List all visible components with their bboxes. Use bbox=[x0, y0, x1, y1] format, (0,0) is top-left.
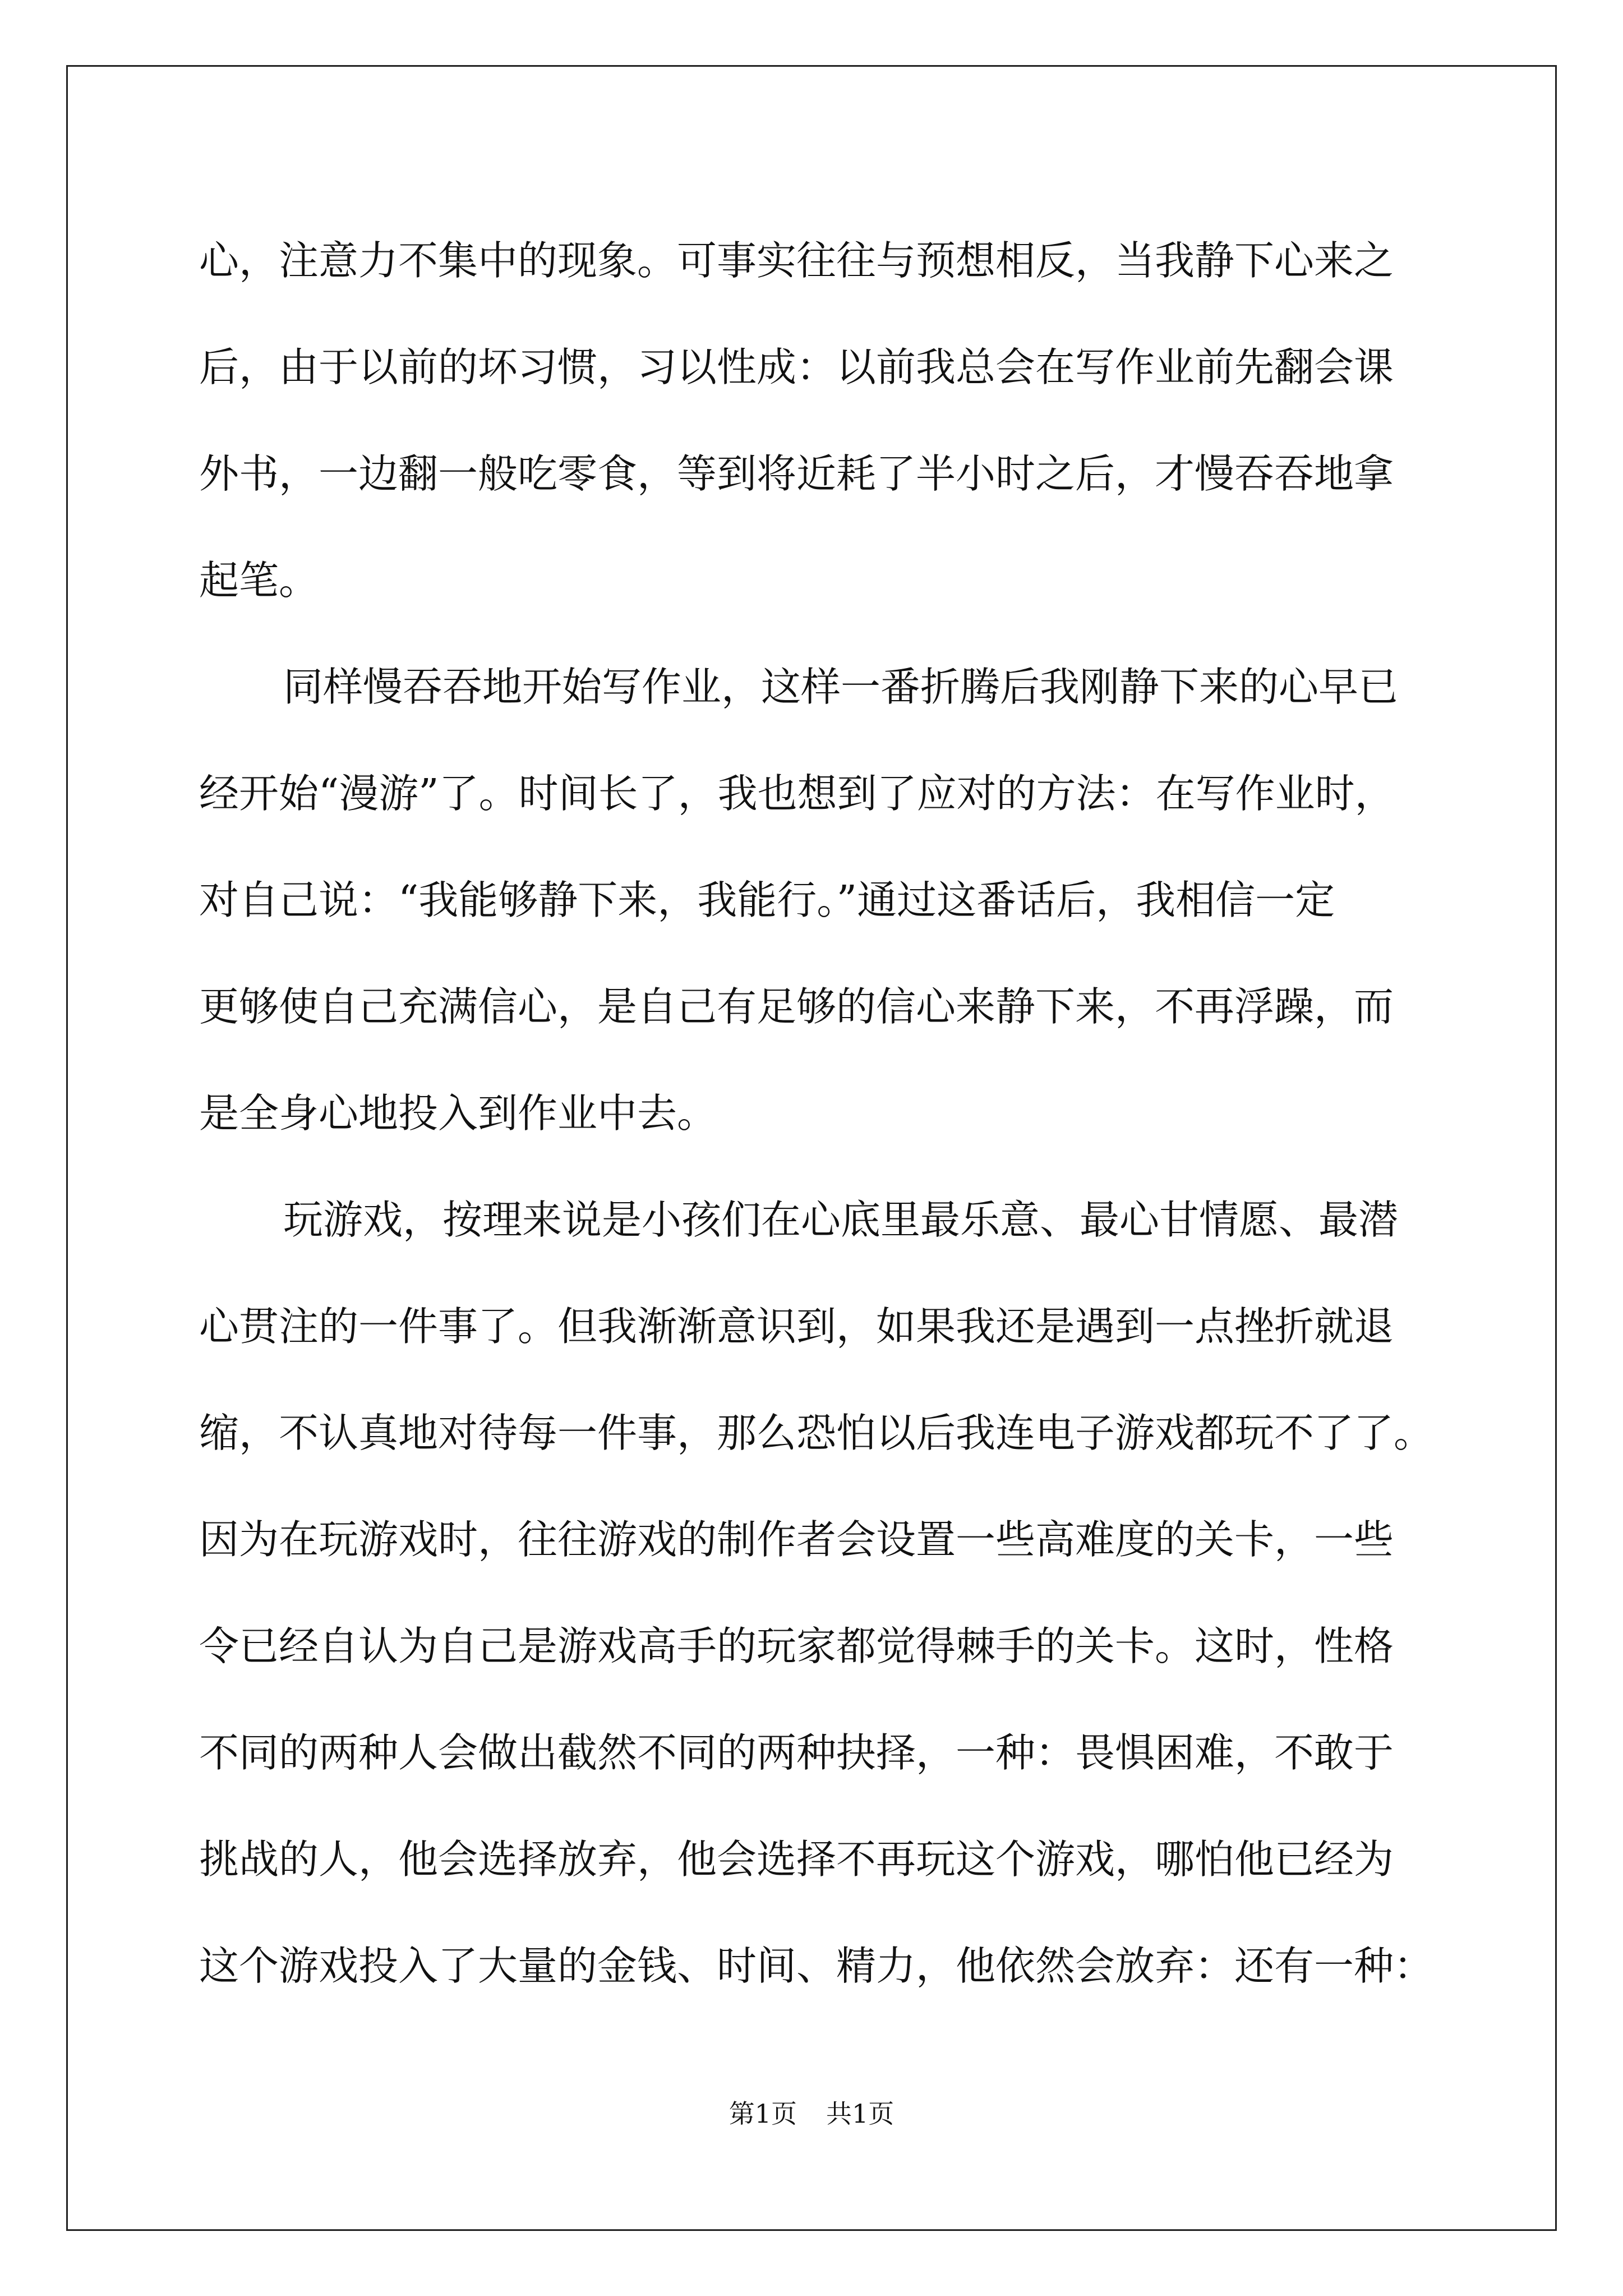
text-line: 对自己说：“我能够静下来，我能行。”通过这番话后，我相信一定 bbox=[199, 877, 1335, 923]
page-total: 共1页 bbox=[826, 2099, 895, 2129]
page-footer bbox=[0, 2097, 1623, 2131]
text-line: 挑战的人，他会选择放弃，他会选择不再玩这个游戏，哪怕他已经为 bbox=[199, 1836, 1394, 1883]
text-line: 心，注意力不集中的现象。可事实往往与预想相反，当我静下心来之 bbox=[199, 237, 1394, 284]
document-body bbox=[199, 208, 1433, 2019]
text-line: 不同的两种人会做出截然不同的两种抉择，一种：畏惧困难，不敢于 bbox=[199, 1729, 1394, 1776]
text-line: 外书，一边翻一般吃零食，等到将近耗了半小时之后，才慢吞吞地拿 bbox=[199, 450, 1394, 497]
text-line: 心贯注的一件事了。但我渐渐意识到，如果我还是遇到一点挫折就退 bbox=[199, 1303, 1394, 1350]
text-line: 后，由于以前的坏习惯，习以性成：以前我总会在写作业前先翻会课 bbox=[199, 344, 1394, 390]
text-line: 这个游戏投入了大量的金钱、时间、精力，他依然会放弃：还有一种： bbox=[199, 1943, 1434, 1989]
text-line: 因为在玩游戏时，往往游戏的制作者会设置一些高难度的关卡，一些 bbox=[199, 1516, 1394, 1563]
page-number: 第1页 bbox=[728, 2099, 797, 2129]
paragraph-first-line: 同样慢吞吞地开始写作业，这样一番折腾后我刚静下来的心早已 bbox=[283, 664, 1399, 710]
paragraph-first-line: 玩游戏，按理来说是小孩们在心底里最乐意、最心甘情愿、最潜 bbox=[283, 1197, 1399, 1243]
text-line: 令已经自认为自己是游戏高手的玩家都觉得棘手的关卡。这时，性格 bbox=[199, 1623, 1394, 1669]
text-line: 缩，不认真地对待每一件事，那么恐怕以后我连电子游戏都玩不了了。 bbox=[199, 1410, 1434, 1456]
text-line: 是全身心地投入到作业中去。 bbox=[199, 1090, 717, 1137]
text-line: 起笔。 bbox=[199, 557, 319, 604]
text-line: 经开始“漫游”了。时间长了，我也想到了应对的方法：在写作业时， bbox=[199, 770, 1395, 817]
text-line: 更够使自己充满信心，是自己有足够的信心来静下来，不再浮躁，而 bbox=[199, 983, 1394, 1030]
